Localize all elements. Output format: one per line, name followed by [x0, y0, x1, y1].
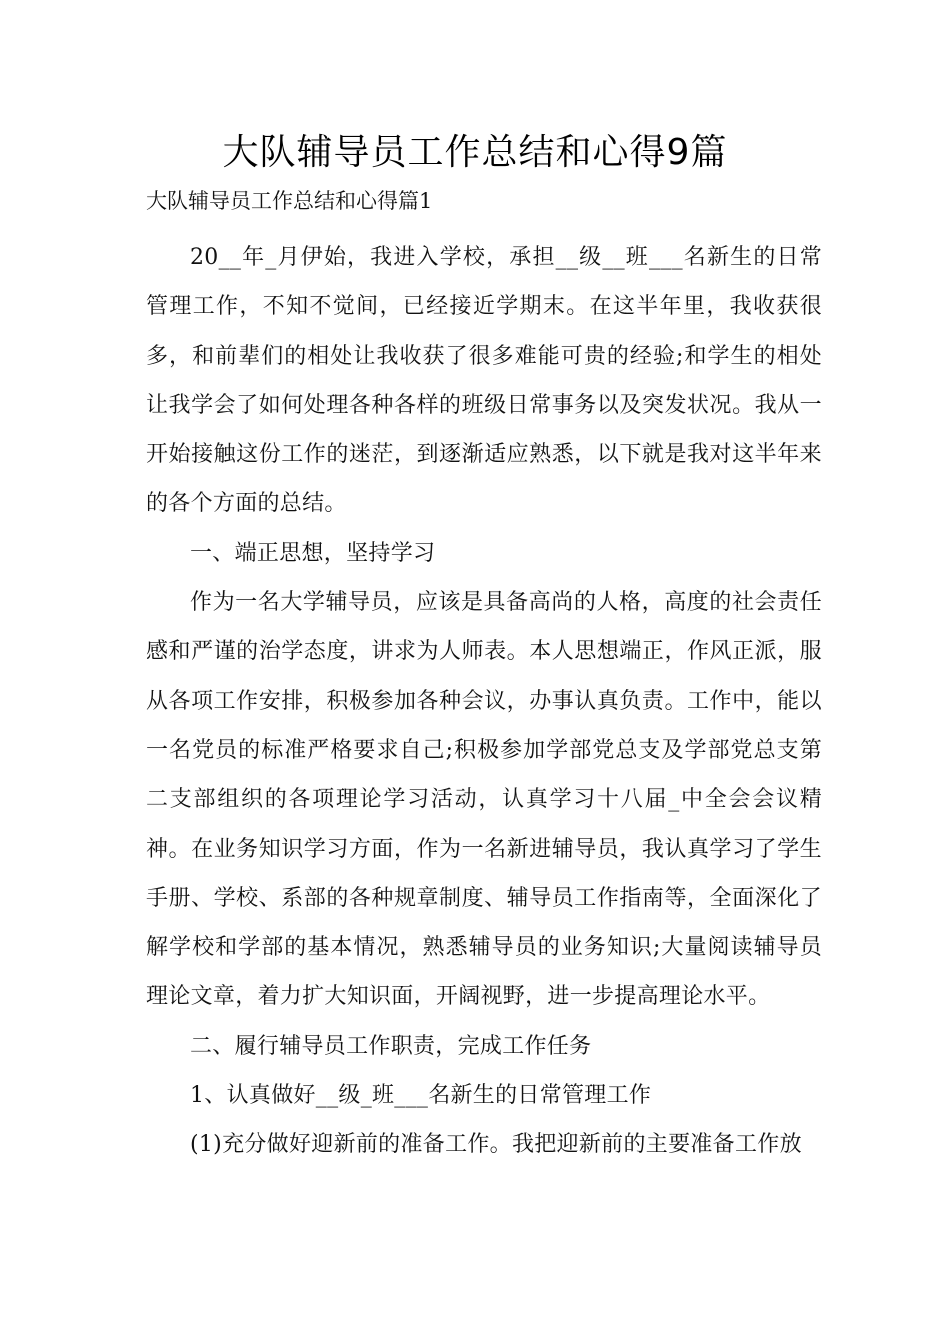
document-subtitle: 大队辅导员工作总结和心得篇1	[146, 189, 433, 213]
paragraph-subsection-1: (1)充分做好迎新前的准备工作。我把迎新前的主要准备工作放	[190, 1132, 802, 1158]
section-heading-1: 一、端正思想，坚持学习	[190, 540, 436, 566]
paragraph-section-1: 作为一名大学辅导员，应该是具备高尚的人格，高度的社会责任感和严谨的治学态度，讲求为人师表。本人思想端正，作风正派，服从各项工作安排，积极参加各种会议，办事认真负责。工作中，能以一名党员的标准严格要求自己;积极参加学部党总支及学部党总支第二支部组织的各项理论学习活动，认真学习十八届_中全会会议精神。在业务知识学习方面，作为一名新进辅导员，我认真学习了学生手册、学校、系部的各种规章制度、辅导员工作指南等，全面深化了解学校和学部的基本情况，熟悉辅导员的业务知识;大量阅读辅导员理论文章，着力扩大知识面，开阔视野，进一步提高理论水平。	[146, 590, 822, 1010]
document-title: 大队辅导员工作总结和心得9篇	[222, 132, 728, 173]
subsection-heading-1: 1、认真做好__级_班___名新生的日常管理工作	[190, 1083, 652, 1109]
section-heading-2: 二、履行辅导员工作职责，完成工作任务	[190, 1033, 592, 1059]
document-body	[146, 233, 822, 1170]
paragraph-intro: 20__年_月伊始，我进入学校，承担__级__班___名新生的日常管理工作，不知不觉间，已经接近学期末。在这半年里，我收获很多，和前辈们的相处让我收获了很多难能可贵的经验;和学生的相处让我学会了如何处理各种各样的班级日常事务以及突发状况。我从一开始接触这份工作的迷茫，到逐渐适应熟悉，以下就是我对这半年来的各个方面的总结。	[146, 245, 822, 517]
